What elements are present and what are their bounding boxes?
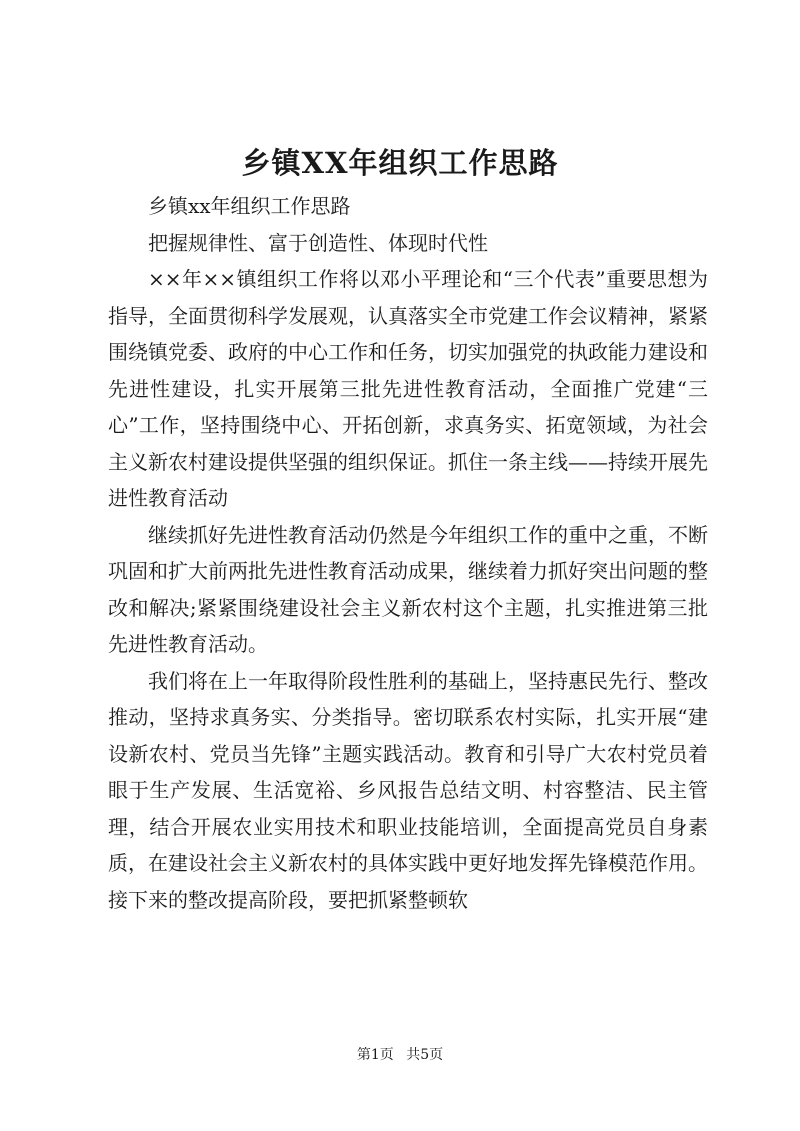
document-title: 乡镇XX年组织工作思路	[241, 146, 559, 180]
document-body	[108, 188, 708, 918]
body-paragraph: ××年××镇组织工作将以邓小平理论和“三个代表”重要思想为指导，全面贯彻科学发展观，认真落实全市党建工作会议精神，紧紧围绕镇党委、政府的中心工作和任务，切实加强党的执政能力建设和先进性建设，扎实开展第三批先进性教育活动，全面推广党建“三心”工作，坚持围绕中心、开拓创新，求真务实、拓宽领域，为社会主义新农村建设提供坚强的组织保证。抓住一条主线——持续开展先进性教育活动	[108, 267, 708, 510]
subtitle-paragraph: 乡镇xx年组织工作思路	[148, 194, 351, 218]
body-paragraph: 我们将在上一年取得阶段性胜利的基础上，坚持惠民先行、整改推动，坚持求真务实、分类指导。密切联系农村实际，扎实开展“建设新农村、党员当先锋”主题实践活动。教育和引导广大农村党员着眼于生产发展、生活宽裕、乡风报告总结文明、村容整洁、民主管理，结合开展农业实用技术和职业技能培训，全面提高党员自身素质，在建设社会主义新农村的具体实践中更好地发挥先锋模范作用。接下来的整改提高阶段，要把抓紧整顿软	[108, 668, 708, 912]
body-paragraph: 继续抓好先进性教育活动仍然是今年组织工作的重中之重，不断巩固和扩大前两批先进性教育活动成果，继续着力抓好突出问题的整改和解决;紧紧围绕建设社会主义新农村这个主题，扎实推进第三批先进性教育活动。	[108, 522, 708, 656]
page-total: 共5页	[406, 1047, 444, 1063]
page-footer	[0, 1045, 800, 1065]
theme-paragraph: 把握规律性、富于创造性、体现时代性	[148, 230, 488, 255]
page-number: 第1页	[356, 1047, 394, 1063]
